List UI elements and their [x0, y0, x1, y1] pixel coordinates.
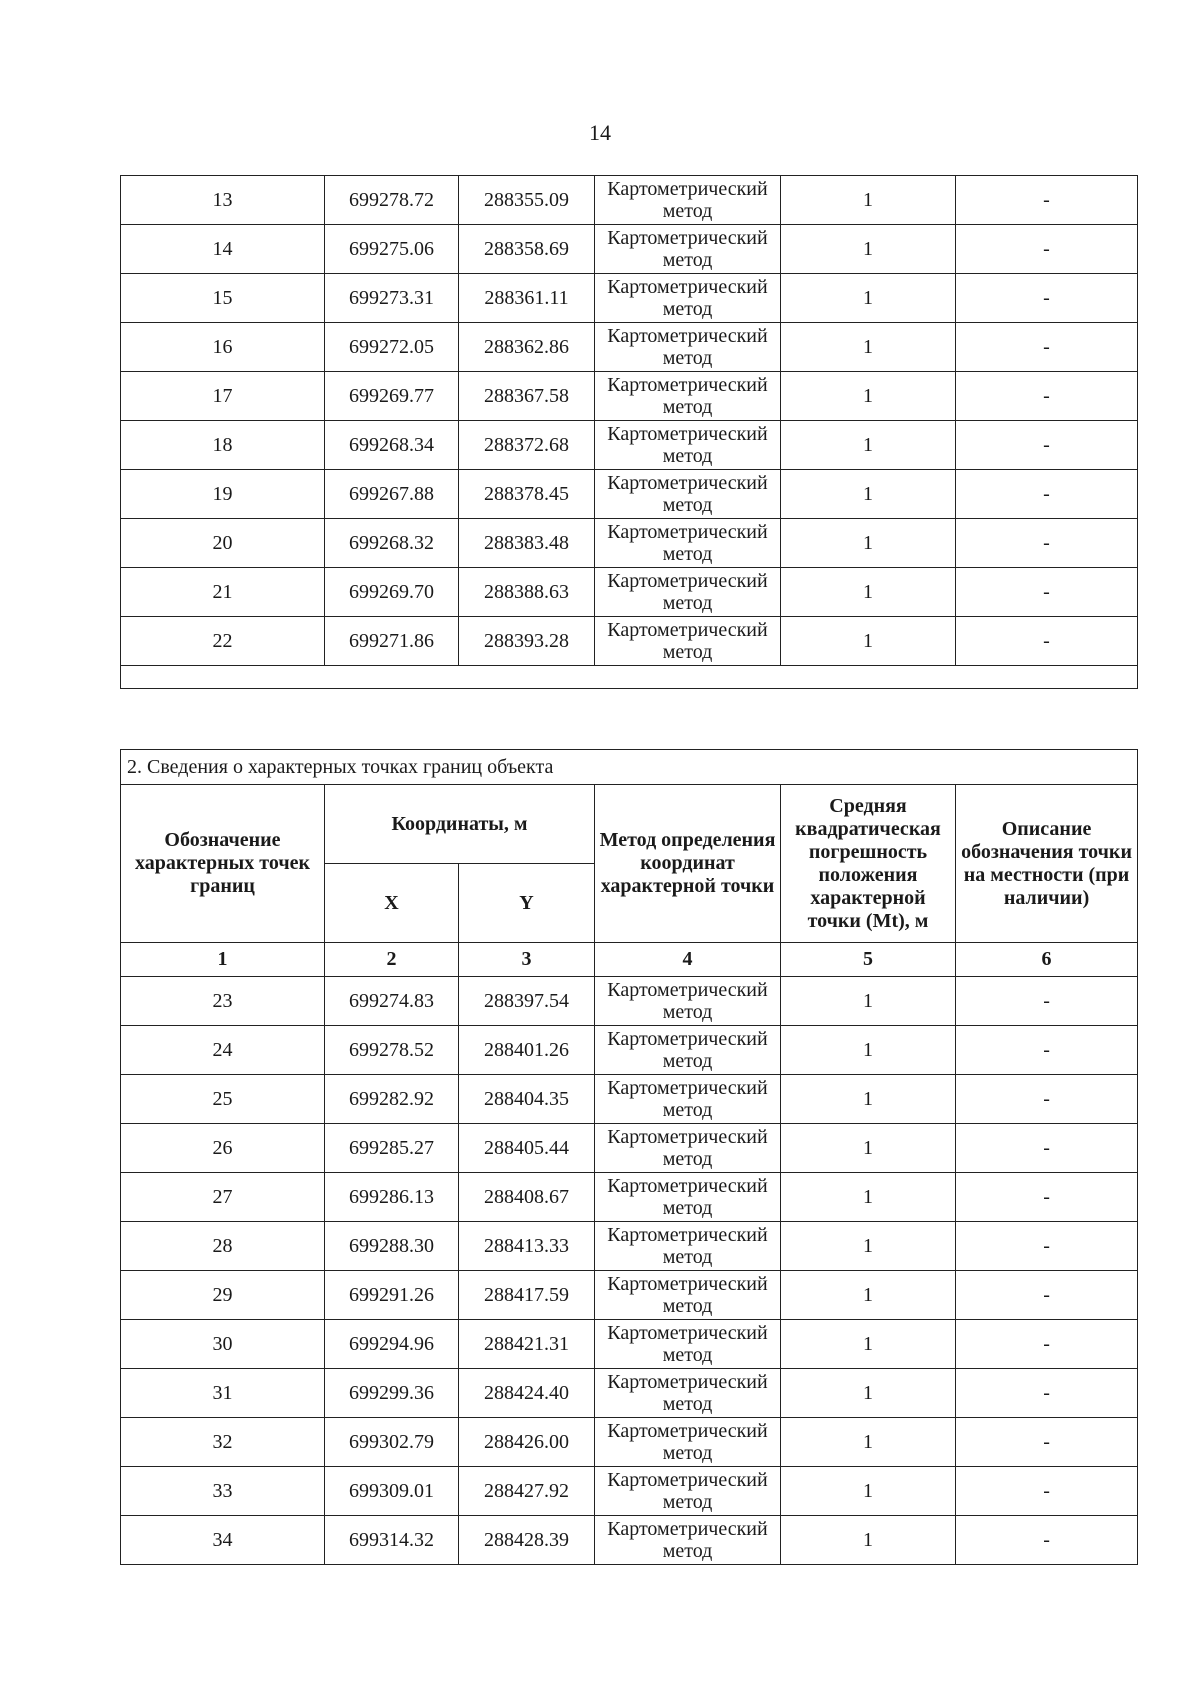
mt-cell: 1 [781, 421, 956, 470]
point-cell: 14 [121, 225, 325, 274]
point-cell: 26 [121, 1124, 325, 1173]
table-row [121, 225, 1138, 274]
mt-cell: 1 [781, 176, 956, 225]
mt-cell: 1 [781, 225, 956, 274]
desc-cell: - [956, 519, 1138, 568]
table-row [121, 1124, 1138, 1173]
x-cell: 699282.92 [325, 1075, 459, 1124]
method-cell: Картометрический метод [595, 323, 781, 372]
table-row [121, 519, 1138, 568]
section-title: 2. Сведения о характерных точках границ объекта [121, 750, 1138, 785]
desc-cell: - [956, 1516, 1138, 1565]
x-cell: 699269.77 [325, 372, 459, 421]
table-row [121, 568, 1138, 617]
method-cell: Картометрический метод [595, 977, 781, 1026]
point-cell: 28 [121, 1222, 325, 1271]
x-cell: 699269.70 [325, 568, 459, 617]
x-cell: 699267.88 [325, 470, 459, 519]
y-cell: 288397.54 [459, 977, 595, 1026]
header-x: X [325, 864, 459, 943]
y-cell: 288417.59 [459, 1271, 595, 1320]
y-cell: 288413.33 [459, 1222, 595, 1271]
mt-cell: 1 [781, 1320, 956, 1369]
mt-cell: 1 [781, 1222, 956, 1271]
desc-cell: - [956, 1026, 1138, 1075]
table-row [121, 1026, 1138, 1075]
point-cell: 17 [121, 372, 325, 421]
point-cell: 27 [121, 1173, 325, 1222]
x-cell: 699278.72 [325, 176, 459, 225]
boundary-points-table-continued [120, 175, 1138, 689]
x-cell: 699271.86 [325, 617, 459, 666]
y-cell: 288361.11 [459, 274, 595, 323]
y-cell: 288388.63 [459, 568, 595, 617]
mt-cell: 1 [781, 1271, 956, 1320]
header-method: Метод определения координат характерной точки [595, 785, 781, 943]
page-number: 14 [589, 120, 611, 145]
desc-cell: - [956, 1369, 1138, 1418]
method-cell: Картометрический метод [595, 1026, 781, 1075]
mt-cell: 1 [781, 1173, 956, 1222]
desc-cell: - [956, 1467, 1138, 1516]
mt-cell: 1 [781, 323, 956, 372]
column-number: 6 [956, 943, 1138, 977]
header-desc: Описание обозначения точки на местности (при наличии) [956, 785, 1138, 943]
y-cell: 288367.58 [459, 372, 595, 421]
empty-row [121, 666, 1138, 689]
table-row [121, 1418, 1138, 1467]
method-cell: Картометрический метод [595, 225, 781, 274]
method-cell: Картометрический метод [595, 617, 781, 666]
mt-cell: 1 [781, 568, 956, 617]
mt-cell: 1 [781, 372, 956, 421]
table-row [121, 323, 1138, 372]
desc-cell: - [956, 225, 1138, 274]
x-cell: 699274.83 [325, 977, 459, 1026]
y-cell: 288421.31 [459, 1320, 595, 1369]
method-cell: Картометрический метод [595, 1369, 781, 1418]
desc-cell: - [956, 323, 1138, 372]
method-cell: Картометрический метод [595, 519, 781, 568]
mt-cell: 1 [781, 1516, 956, 1565]
point-cell: 19 [121, 470, 325, 519]
x-cell: 699275.06 [325, 225, 459, 274]
desc-cell: - [956, 1320, 1138, 1369]
point-cell: 13 [121, 176, 325, 225]
table-row [121, 1516, 1138, 1565]
x-cell: 699294.96 [325, 1320, 459, 1369]
empty-cell [121, 666, 1138, 689]
x-cell: 699278.52 [325, 1026, 459, 1075]
x-cell: 699272.05 [325, 323, 459, 372]
table-row [121, 1369, 1138, 1418]
section-title-row [121, 750, 1138, 785]
x-cell: 699286.13 [325, 1173, 459, 1222]
y-cell: 288428.39 [459, 1516, 595, 1565]
desc-cell: - [956, 1124, 1138, 1173]
point-cell: 21 [121, 568, 325, 617]
method-cell: Картометрический метод [595, 1271, 781, 1320]
point-cell: 16 [121, 323, 325, 372]
x-cell: 699291.26 [325, 1271, 459, 1320]
desc-cell: - [956, 470, 1138, 519]
mt-cell: 1 [781, 617, 956, 666]
y-cell: 288358.69 [459, 225, 595, 274]
table-row [121, 1271, 1138, 1320]
y-cell: 288393.28 [459, 617, 595, 666]
mt-cell: 1 [781, 1075, 956, 1124]
point-cell: 24 [121, 1026, 325, 1075]
desc-cell: - [956, 617, 1138, 666]
table-row [121, 470, 1138, 519]
table-row [121, 977, 1138, 1026]
desc-cell: - [956, 176, 1138, 225]
x-cell: 699309.01 [325, 1467, 459, 1516]
bottom-table-body [121, 977, 1138, 1565]
y-cell: 288427.92 [459, 1467, 595, 1516]
method-cell: Картометрический метод [595, 274, 781, 323]
header-y: Y [459, 864, 595, 943]
point-cell: 18 [121, 421, 325, 470]
x-cell: 699285.27 [325, 1124, 459, 1173]
x-cell: 699268.34 [325, 421, 459, 470]
desc-cell: - [956, 977, 1138, 1026]
y-cell: 288401.26 [459, 1026, 595, 1075]
mt-cell: 1 [781, 274, 956, 323]
point-cell: 33 [121, 1467, 325, 1516]
table-row [121, 617, 1138, 666]
column-number: 3 [459, 943, 595, 977]
boundary-points-table [120, 749, 1138, 1565]
point-cell: 20 [121, 519, 325, 568]
y-cell: 288424.40 [459, 1369, 595, 1418]
method-cell: Картометрический метод [595, 1418, 781, 1467]
method-cell: Картометрический метод [595, 1516, 781, 1565]
desc-cell: - [956, 568, 1138, 617]
mt-cell: 1 [781, 470, 956, 519]
mt-cell: 1 [781, 1467, 956, 1516]
point-cell: 29 [121, 1271, 325, 1320]
column-number: 2 [325, 943, 459, 977]
point-cell: 30 [121, 1320, 325, 1369]
table-row [121, 1173, 1138, 1222]
desc-cell: - [956, 372, 1138, 421]
column-number: 1 [121, 943, 325, 977]
point-cell: 23 [121, 977, 325, 1026]
desc-cell: - [956, 1222, 1138, 1271]
method-cell: Картометрический метод [595, 176, 781, 225]
table-row [121, 372, 1138, 421]
y-cell: 288378.45 [459, 470, 595, 519]
mt-cell: 1 [781, 1369, 956, 1418]
header-row-1 [121, 785, 1138, 864]
method-cell: Картометрический метод [595, 1173, 781, 1222]
table-row [121, 1467, 1138, 1516]
mt-cell: 1 [781, 1124, 956, 1173]
mt-cell: 1 [781, 977, 956, 1026]
column-number: 4 [595, 943, 781, 977]
table-row [121, 274, 1138, 323]
desc-cell: - [956, 1075, 1138, 1124]
table-row [121, 1222, 1138, 1271]
header-point: Обозначение характерных точек границ [121, 785, 325, 943]
point-cell: 25 [121, 1075, 325, 1124]
mt-cell: 1 [781, 1026, 956, 1075]
y-cell: 288408.67 [459, 1173, 595, 1222]
desc-cell: - [956, 274, 1138, 323]
method-cell: Картометрический метод [595, 1320, 781, 1369]
x-cell: 699268.32 [325, 519, 459, 568]
table-row [121, 1320, 1138, 1369]
method-cell: Картометрический метод [595, 421, 781, 470]
y-cell: 288426.00 [459, 1418, 595, 1467]
method-cell: Картометрический метод [595, 1075, 781, 1124]
top-table-body [121, 176, 1138, 689]
y-cell: 288355.09 [459, 176, 595, 225]
point-cell: 32 [121, 1418, 325, 1467]
point-cell: 31 [121, 1369, 325, 1418]
y-cell: 288362.86 [459, 323, 595, 372]
x-cell: 699302.79 [325, 1418, 459, 1467]
x-cell: 699273.31 [325, 274, 459, 323]
table-row [121, 1075, 1138, 1124]
method-cell: Картометрический метод [595, 568, 781, 617]
method-cell: Картометрический метод [595, 1222, 781, 1271]
point-cell: 34 [121, 1516, 325, 1565]
point-cell: 15 [121, 274, 325, 323]
method-cell: Картометрический метод [595, 372, 781, 421]
desc-cell: - [956, 1418, 1138, 1467]
table-row [121, 176, 1138, 225]
desc-cell: - [956, 421, 1138, 470]
column-numbers-row [121, 943, 1138, 977]
header-coords: Координаты, м [325, 785, 595, 864]
y-cell: 288372.68 [459, 421, 595, 470]
column-number: 5 [781, 943, 956, 977]
y-cell: 288383.48 [459, 519, 595, 568]
x-cell: 699299.36 [325, 1369, 459, 1418]
desc-cell: - [956, 1173, 1138, 1222]
desc-cell: - [956, 1271, 1138, 1320]
mt-cell: 1 [781, 1418, 956, 1467]
point-cell: 22 [121, 617, 325, 666]
x-cell: 699288.30 [325, 1222, 459, 1271]
header-mt: Средняя квадратическая погрешность положения характерной точки (Mt), м [781, 785, 956, 943]
method-cell: Картометрический метод [595, 1124, 781, 1173]
x-cell: 699314.32 [325, 1516, 459, 1565]
mt-cell: 1 [781, 519, 956, 568]
method-cell: Картометрический метод [595, 1467, 781, 1516]
method-cell: Картометрический метод [595, 470, 781, 519]
y-cell: 288405.44 [459, 1124, 595, 1173]
table-row [121, 421, 1138, 470]
y-cell: 288404.35 [459, 1075, 595, 1124]
